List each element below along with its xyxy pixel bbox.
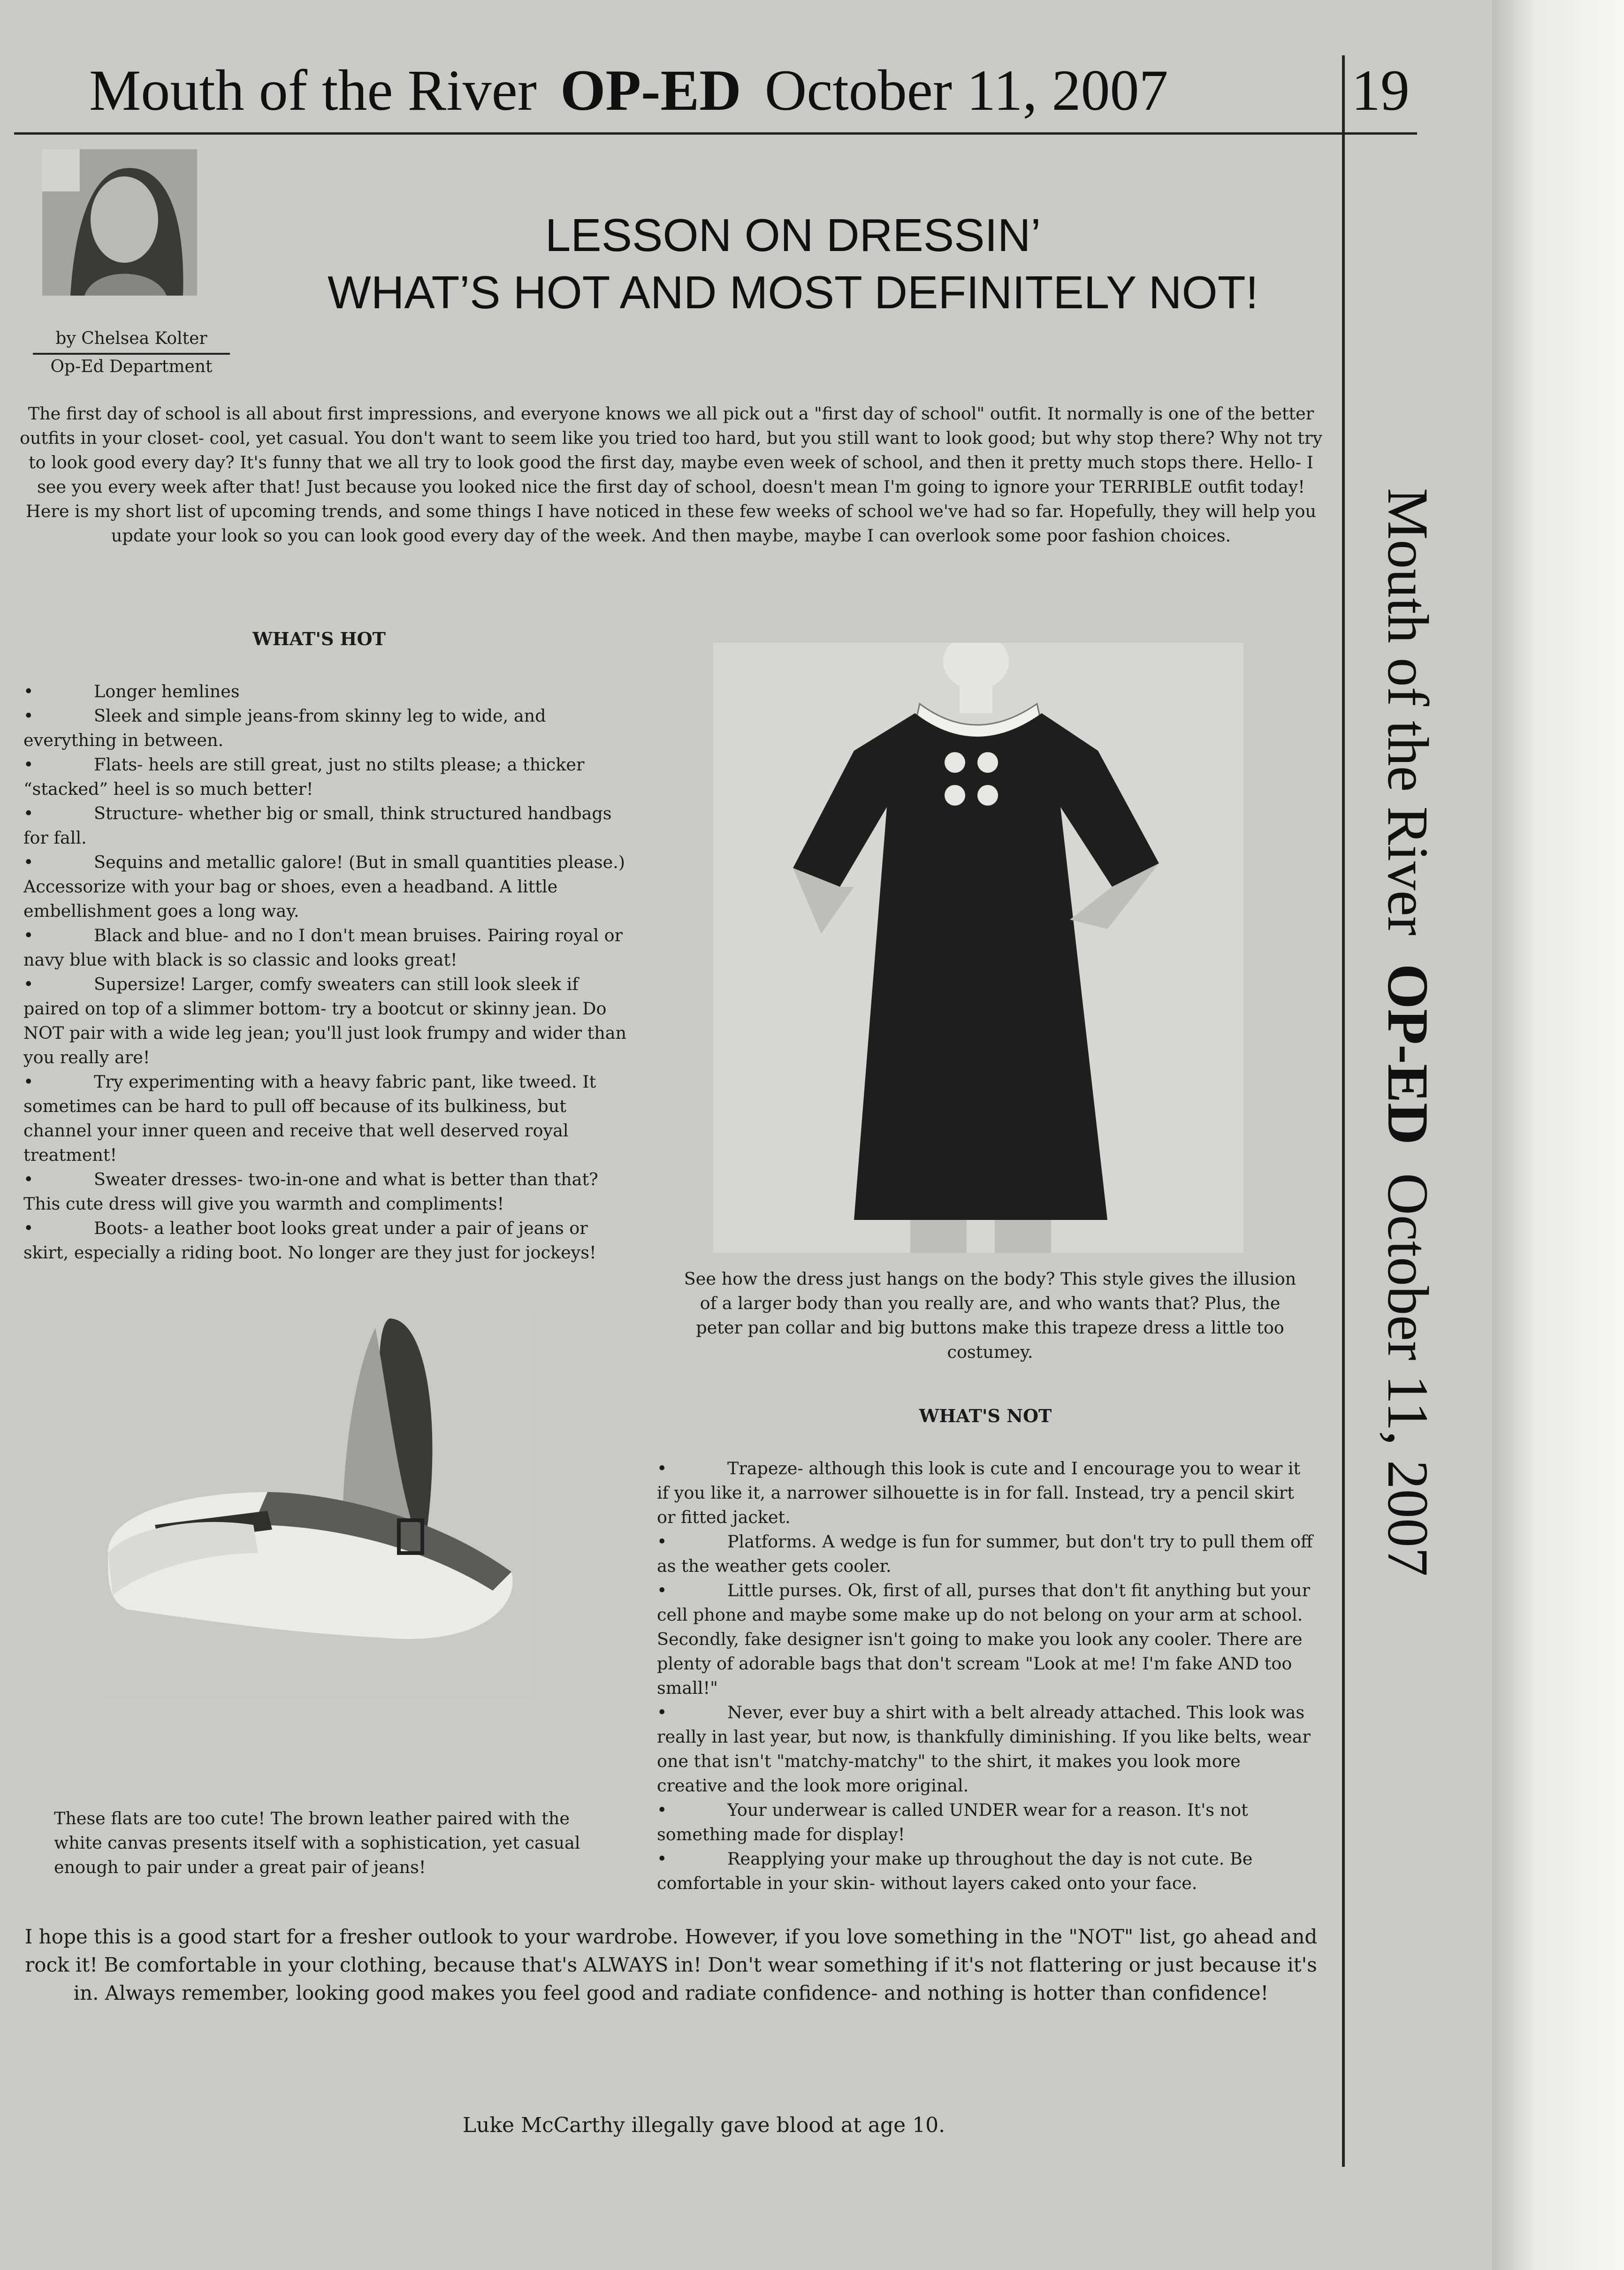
list-item: • Flats- heels are still great, just no stilts please; a thicker “stacked” heel is so much better!	[23, 753, 629, 801]
masthead-section: OP-ED	[560, 58, 741, 122]
list-item: • Structure- whether big or small, think structured handbags for fall.	[23, 801, 629, 850]
list-item: • Platforms. A wedge is fun for summer, but don't try to pull them off as the weather gets cooler.	[657, 1530, 1314, 1578]
side-banner-paper-name: Mouth of the River	[1376, 488, 1440, 936]
whats-not-list	[657, 1456, 1314, 1896]
list-item: • Sleek and simple jeans-from skinny leg to wide, and everything in between.	[23, 704, 629, 753]
page-footer-note: Luke McCarthy illegally gave blood at age 10.	[462, 2113, 945, 2137]
list-item: • Supersize! Larger, comfy sweaters can still look sleek if paired on top of a slimmer bottom- try a bootcut or skinny jean. Do NOT pair with a wide leg jean; you'll just look frumpy and wider than you really are!	[23, 972, 629, 1070]
masthead-rule	[14, 132, 1417, 135]
closing-paragraph: I hope this is a good start for a fresher outlook to your wardrobe. However, if you love something in the "NOT" list, go ahead and rock it! Be comfortable in your clothing, because that's ALWAYS in! Don't wear something if it's not flattering or just because it's in. Always remember, looking good makes you feel good and radiate confidence- and nothing is hotter than confidence!	[24, 1925, 1318, 2004]
list-item: • Try experimenting with a heavy fabric pant, like tweed. It sometimes can be hard to pull off because of its bulkiness, but channel your inner queen and receive that well deserved royal treatment!	[23, 1070, 629, 1167]
byline	[33, 327, 230, 379]
list-item: • Little purses. Ok, first of all, purses that don't fit anything but your cell phone and maybe some make up do not belong on your arm at school. Secondly, fake designer isn't going to make you look any cooler. There are plenty of adorable bags that don't scream "Look at me! I'm fake AND too small!"	[657, 1578, 1314, 1700]
list-item: • Trapeze- although this look is cute and I encourage you to wear it if you like it, a narrower silhouette is in for fall. Instead, try a pencil skirt or fitted jacket.	[657, 1456, 1314, 1530]
article-headline	[263, 206, 1323, 321]
list-item: • Sweater dresses- two-in-one and what is better than that? This cute dress will give you warmth and compliments!	[23, 1167, 629, 1216]
list-item: • Boots- a leather boot looks great under a pair of jeans or skirt, especially a riding boot. No longer are they just for jockeys!	[23, 1216, 629, 1265]
flats-caption: These flats are too cute! The brown leather paired with the white canvas presents itself with a sophistication, yet casual enough to pair under a great pair of jeans!	[54, 1808, 580, 1877]
headline-line-1: LESSON ON DRESSIN’	[545, 209, 1041, 261]
list-item: • Longer hemlines	[23, 679, 629, 704]
masthead	[89, 55, 1276, 126]
whats-not-heading: WHAT'S NOT	[919, 1405, 1052, 1426]
masthead-paper-name: Mouth of the River	[89, 58, 537, 122]
dress-caption: See how the dress just hangs on the body? This style gives the illusion of a larger body than you really are, and who wants that? Plus, the peter pan collar and big buttons make this trapeze dress a little too costumey.	[684, 1269, 1296, 1362]
side-banner-section: OP-ED	[1376, 963, 1440, 1145]
author-name: by Chelsea Kolter	[33, 327, 230, 355]
list-item: • Black and blue- and no I don't mean bruises. Pairing royal or navy blue with black is so classic and looks great!	[23, 923, 629, 972]
author-department: Op-Ed Department	[50, 357, 213, 376]
intro-paragraph: The first day of school is all about first impressions, and everyone knows we all pick out a "first day of school" outfit. It normally is one of the better outfits in your closet- cool, yet casual. You don't want to seem like you tried too hard, but you still want to look good; but why stop there? Why not try to look good every day? It's funny that we all try to look good the first day, maybe even week of school, and then it pretty much stops there. Hello- I see you every week after that! Just because you looked nice the first day of school, doesn't mean I'm going to ignore your TERRIBLE outfit today! Here is my short list of upcoming trends, and some things I have noticed in these few weeks of school we've had so far. Hopefully, they will help you update your look so you can look good every day of the week. And then maybe, maybe I can overlook some poor fashion choices.	[20, 404, 1322, 546]
page-number: 19	[1351, 58, 1410, 122]
masthead-date: October 11, 2007	[764, 58, 1168, 122]
whats-hot-heading: WHAT'S HOT	[252, 628, 386, 649]
column-rule	[1342, 55, 1345, 2167]
page-edge	[1492, 0, 1624, 2270]
trapeze-dress-photo	[713, 643, 1243, 1253]
side-banner-date: October 11, 2007	[1376, 1173, 1440, 1577]
list-item: • Your underwear is called UNDER wear for a reason. It's not something made for display!	[657, 1798, 1314, 1847]
flats-photo	[99, 1309, 535, 1699]
side-banner	[1358, 488, 1457, 1896]
headline-line-2: WHAT’S HOT AND MOST DEFINITELY NOT!	[328, 267, 1258, 318]
list-item: • Never, ever buy a shirt with a belt already attached. This look was really in last year, but now, is thankfully diminishing. If you like belts, wear one that isn't "matchy-matchy" to the shirt, it makes you look more creative and the look more original.	[657, 1700, 1314, 1798]
list-item: • Reapplying your make up throughout the day is not cute. Be comfortable in your skin- without layers caked onto your face.	[657, 1847, 1314, 1896]
whats-hot-list	[23, 679, 629, 1265]
list-item: • Sequins and metallic galore! (But in small quantities please.) Accessorize with your bag or shoes, even a headband. A little embellishment goes a long way.	[23, 850, 629, 923]
author-headshot	[42, 149, 197, 296]
